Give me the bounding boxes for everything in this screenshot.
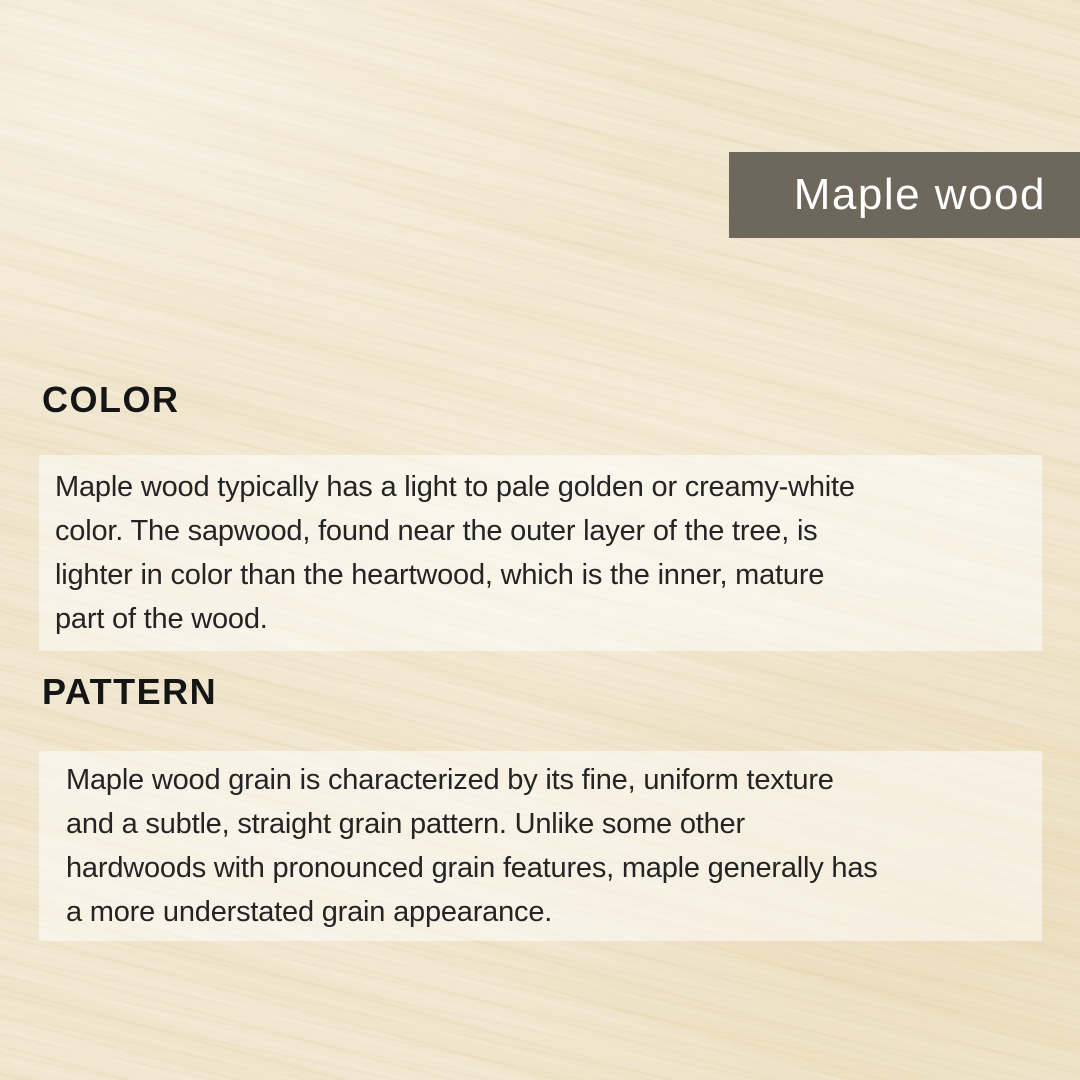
section-heading-color: COLOR xyxy=(42,379,180,420)
pattern-text-line: hardwoods with pronounced grain features, maple generally has xyxy=(66,852,878,884)
title-banner xyxy=(729,152,1080,238)
pattern-description-box xyxy=(39,751,1042,941)
pattern-text-line: and a subtle, straight grain pattern. Unlike some other xyxy=(66,808,745,840)
color-text-line: lighter in color than the heartwood, which is the inner, mature xyxy=(55,559,825,591)
color-text-line: Maple wood typically has a light to pale golden or creamy-white xyxy=(55,471,855,503)
banner-title: Maple wood xyxy=(793,170,1046,219)
color-text-line: part of the wood. xyxy=(55,603,268,635)
pattern-text-line: a more understated grain appearance. xyxy=(66,896,553,928)
section-heading-pattern: PATTERN xyxy=(42,671,218,712)
color-text-line: color. The sapwood, found near the outer layer of the tree, is xyxy=(55,515,818,547)
pattern-text-line: Maple wood grain is characterized by its fine, uniform texture xyxy=(66,764,834,796)
color-description-box xyxy=(39,455,1042,651)
